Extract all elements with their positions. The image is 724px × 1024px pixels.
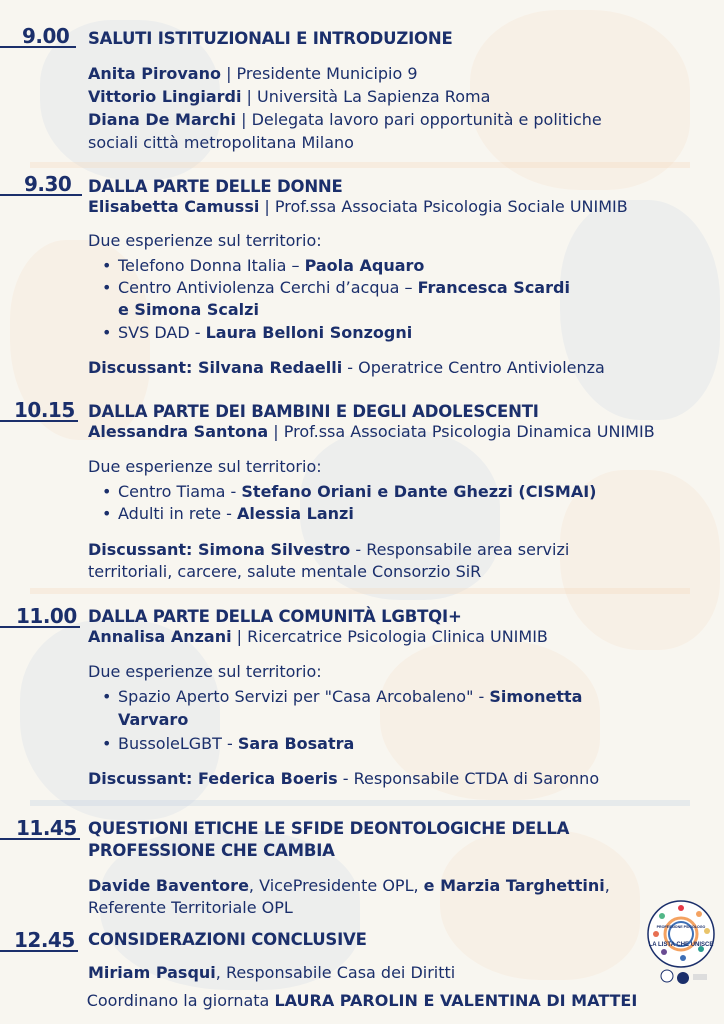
speaker-role: Prof.ssa Associata Psicologia Sociale UNIMIB <box>274 197 628 216</box>
partner-badge-icon <box>661 970 673 982</box>
discussant <box>88 768 599 790</box>
speaker-name: Laura Belloni Sonzogni <box>205 323 413 342</box>
speaker-name: Sara Bosatra <box>237 734 355 753</box>
speaker-name: Alessandra Santona <box>88 422 269 441</box>
list-item: • BussoleLGBT - Sara Bosatra <box>104 733 354 755</box>
session-title: SALUTI ISTITUZIONALI E INTRODUZIONE <box>88 29 453 48</box>
speaker-name: Miriam Pasqui <box>88 963 216 982</box>
footer-names: LAURA PAROLIN E VALENTINA DI MATTEI <box>274 991 638 1010</box>
session-title: DALLA PARTE DELLA COMUNITÀ LGBTQI+ <box>88 607 462 626</box>
speaker-line <box>88 63 418 85</box>
speaker-name: Elisabetta Camussi <box>88 197 260 216</box>
discussant-role: - Responsabile CTDA di Saronno <box>337 769 600 788</box>
speaker-role: Delegata lavoro pari opportunità e politiche <box>251 110 602 129</box>
list-item: • Telefono Donna Italia – Paola Aquaro <box>104 255 424 277</box>
session-time: 11.00 <box>16 604 77 628</box>
partner-badge-icon <box>677 972 689 984</box>
speaker-line-cont: sociali città metropolitana Milano <box>88 133 354 152</box>
speaker-role: Prof.ssa Associata Psicologia Dinamica UNIMIB <box>283 422 655 441</box>
list-item-cont: e Simona Scalzi <box>118 300 259 319</box>
discussant-role: - Operatrice Centro Antiviolenza <box>342 358 605 377</box>
list-item: • Spazio Aperto Servizi per "Casa Arcobaleno" - Simonetta <box>104 686 582 708</box>
discussant-role: - Responsabile area servizi <box>350 540 570 559</box>
list-item: • SVS DAD - Laura Belloni Sonzogni <box>104 322 412 344</box>
speaker-name: Stefano Oriani e Dante Ghezzi (CISMAI) <box>241 482 597 501</box>
list-item-cont: Varvaro <box>118 710 189 729</box>
list-item: • Centro Tiama - Stefano Oriani e Dante Ghezzi (CISMAI) <box>104 481 596 503</box>
speaker-line: Davide Baventore, VicePresidente OPL, e Marzia Targhettini, <box>88 876 610 895</box>
speaker-name: Vittorio Lingiardi <box>88 87 242 106</box>
session-title-cont: PROFESSIONE CHE CAMBIA <box>88 841 335 860</box>
speaker-line: Miriam Pasqui, Responsabile Casa dei Diritti <box>88 963 456 982</box>
session-time: 9.30 <box>24 172 72 196</box>
discussant-cont: territoriali, carcere, salute mentale Consorzio SiR <box>88 562 482 581</box>
discussant-name: Discussant: Silvana Redaelli <box>88 358 343 377</box>
lista-che-unisce-logo <box>645 898 717 988</box>
session-time: 12.45 <box>14 928 75 952</box>
separator: | <box>220 64 237 83</box>
footer-prefix: Coordinano la giornata <box>86 991 275 1010</box>
speaker-name: Diana De Marchi <box>88 110 236 129</box>
lead-speaker <box>88 421 655 443</box>
speaker-name: Simonetta <box>489 687 583 706</box>
speaker-role: Ricercatrice Psicologia Clinica UNIMIB <box>247 627 548 646</box>
experience-label: Due esperienze sul territorio: <box>88 662 322 681</box>
speaker-role: Università La Sapienza Roma <box>257 87 491 106</box>
speaker-role: Presidente Municipio 9 <box>236 64 418 83</box>
experience-label: Due esperienze sul territorio: <box>88 231 322 250</box>
footer-coordinators <box>0 991 724 1010</box>
experience-label: Due esperienze sul territorio: <box>88 457 322 476</box>
session-time: 10.15 <box>14 398 75 422</box>
session-time: 11.45 <box>16 816 77 840</box>
speaker-line <box>88 109 602 131</box>
session-title: DALLA PARTE DELLE DONNE <box>88 177 343 196</box>
separator: | <box>268 422 284 441</box>
speaker-name: Annalisa Anzani <box>88 627 232 646</box>
speaker-name: e Marzia Targhettini <box>423 876 605 895</box>
separator: | <box>241 87 258 106</box>
partner-badge-icon <box>693 974 707 980</box>
speaker-name: Paola Aquaro <box>304 256 425 275</box>
logo-top-text: PROFESSIONE PSICOLOGO <box>656 925 706 929</box>
lead-speaker <box>88 196 628 218</box>
list-item: • Adulti in rete - Alessia Lanzi <box>104 503 354 525</box>
separator: | <box>259 197 275 216</box>
list-item: • Centro Antiviolenza Cerchi d’acqua – Francesca Scardi <box>104 277 570 299</box>
speaker-line <box>88 86 490 108</box>
discussant-name: Discussant: Federica Boeris <box>88 769 338 788</box>
session-title: CONSIDERAZIONI CONCLUSIVE <box>88 930 367 949</box>
speaker-line-cont: Referente Territoriale OPL <box>88 898 293 917</box>
session-title: DALLA PARTE DEI BAMBINI E DEGLI ADOLESCENTI <box>88 402 539 421</box>
discussant-name: Discussant: Simona Silvestro <box>88 540 351 559</box>
speaker-name: Davide Baventore <box>88 876 249 895</box>
lead-speaker <box>88 626 548 648</box>
logo-text: LA LISTA CHE UNISCE <box>648 942 714 948</box>
separator: | <box>236 110 252 129</box>
session-time: 9.00 <box>22 24 70 48</box>
speaker-name: Anita Pirovano <box>88 64 221 83</box>
speaker-name: Alessia Lanzi <box>237 504 354 523</box>
discussant <box>88 357 605 379</box>
discussant <box>88 539 569 561</box>
session-title: QUESTIONI ETICHE LE SFIDE DEONTOLOGICHE DELLA <box>88 819 570 838</box>
speaker-name: Francesca Scardi <box>417 278 570 297</box>
separator: | <box>231 627 248 646</box>
